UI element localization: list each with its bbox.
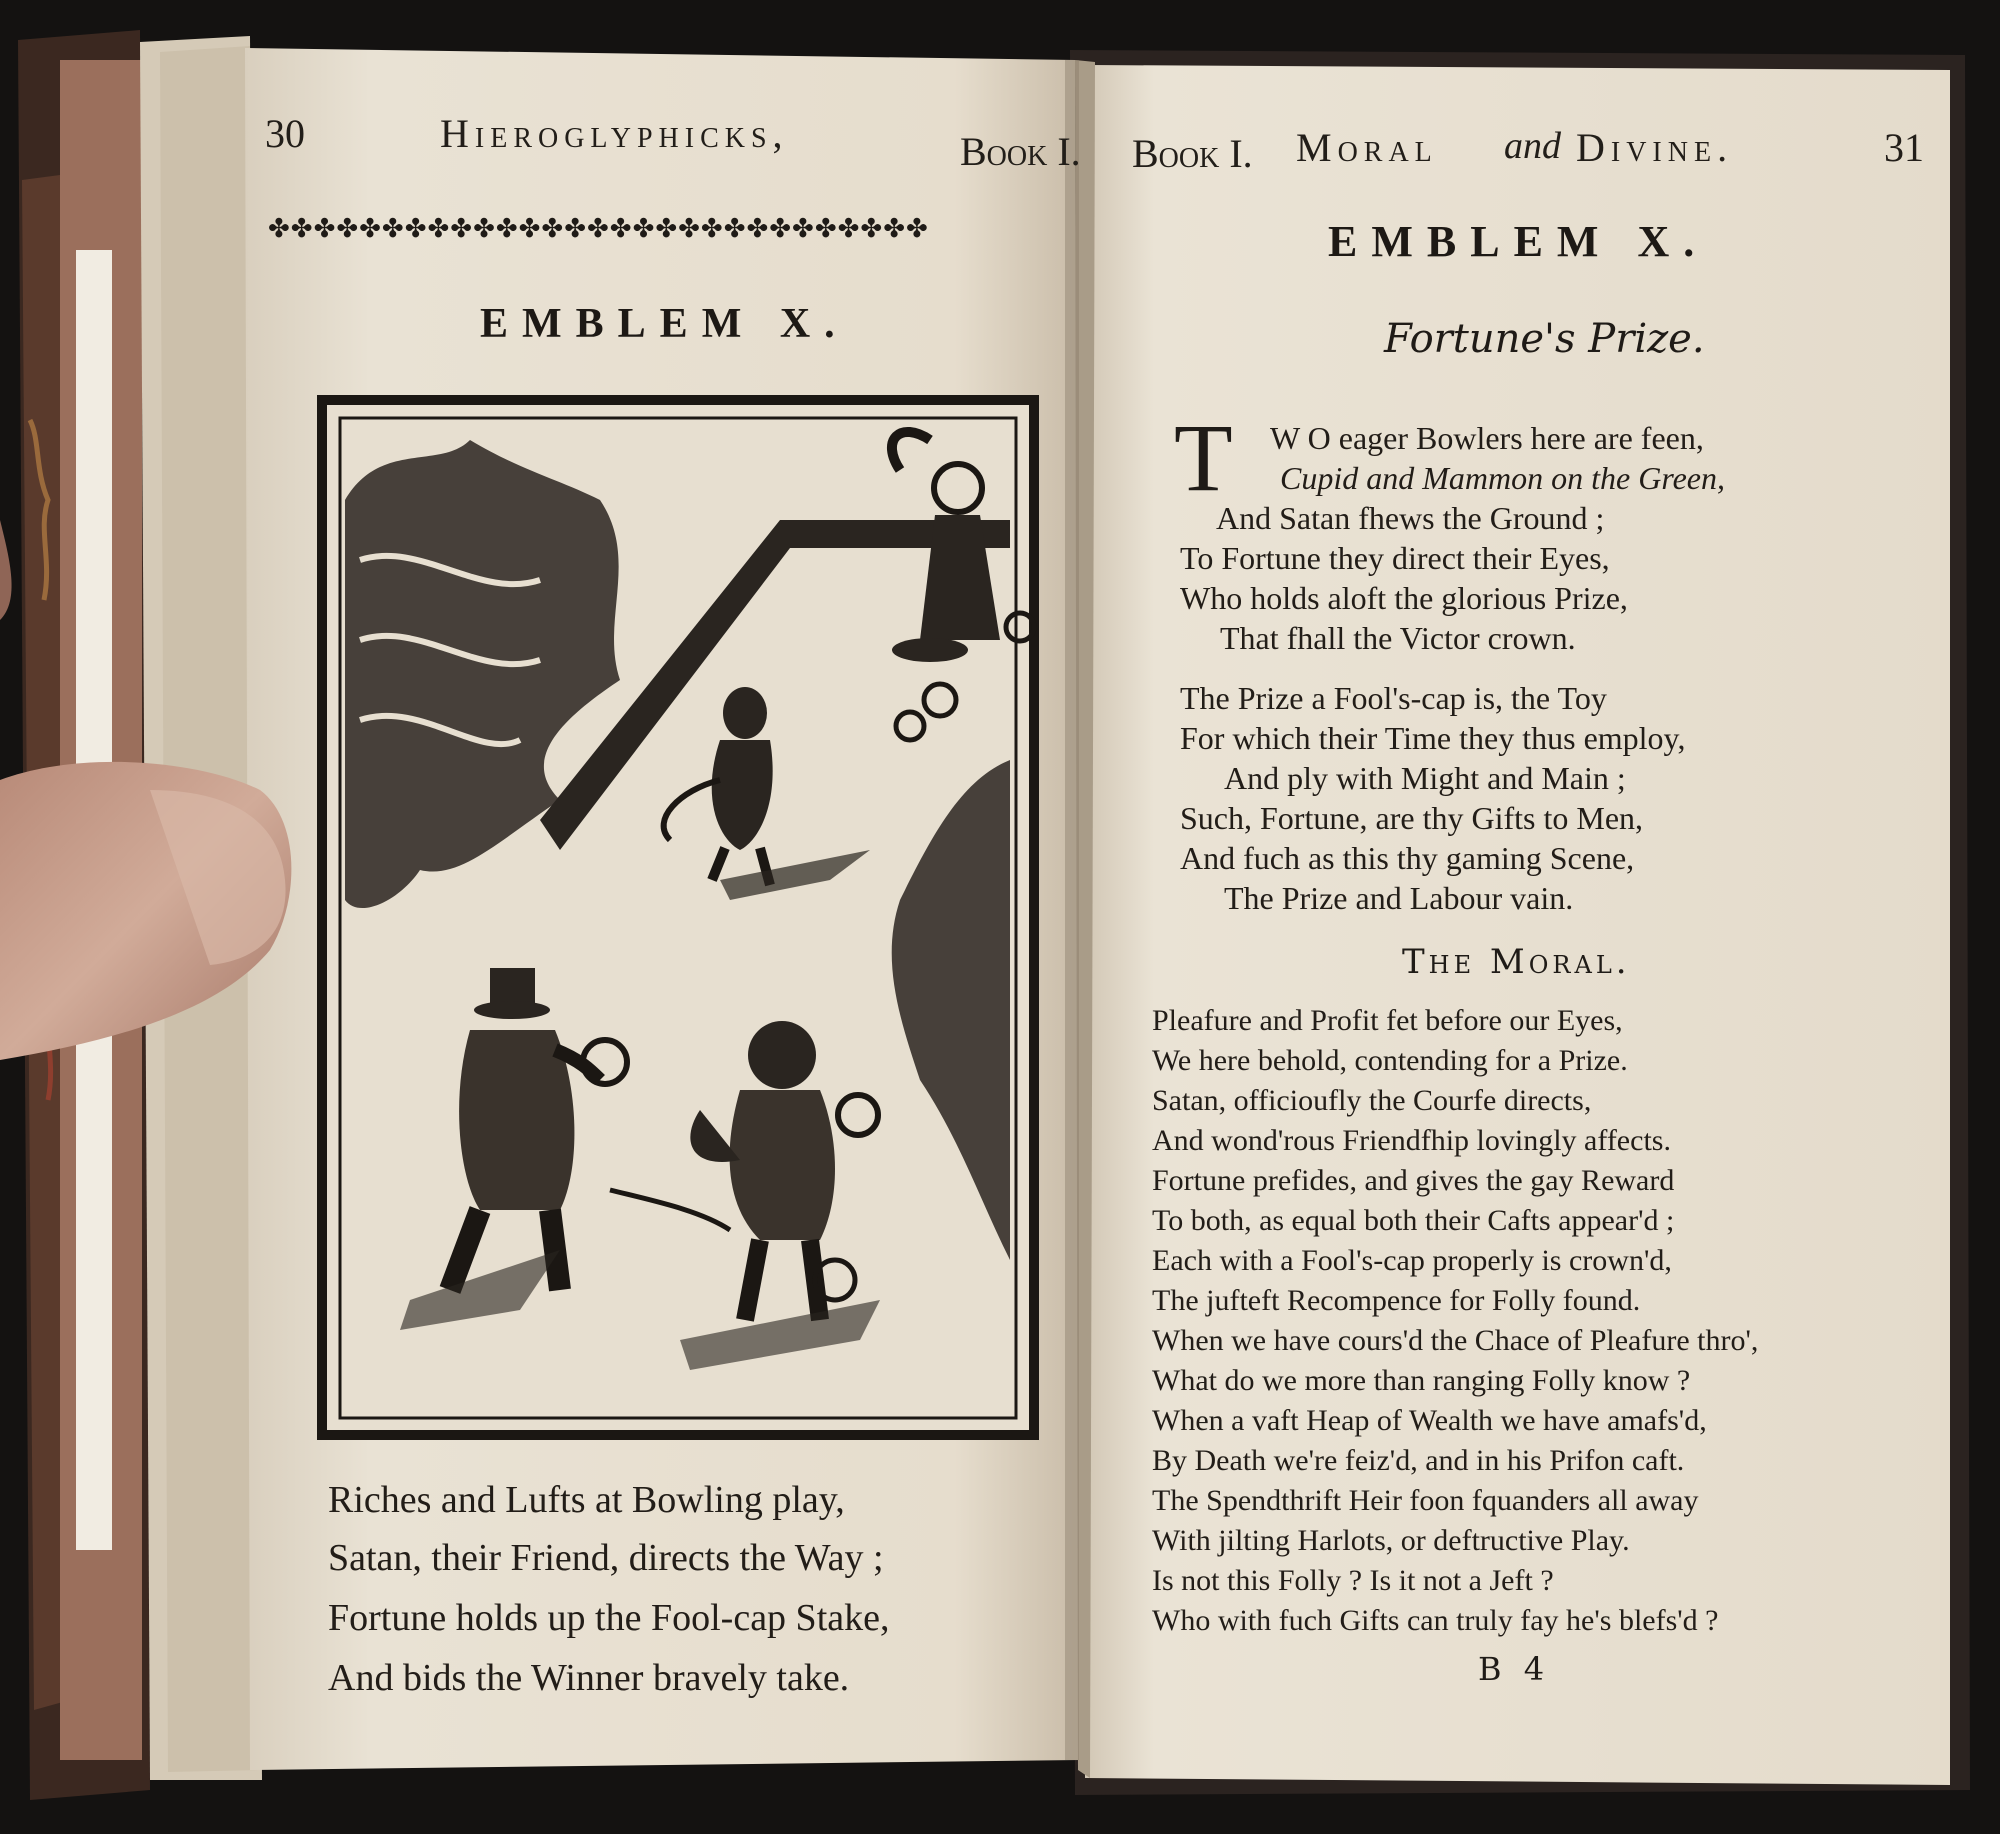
stanza-line: The Prize a Fool's-cap is, the Toy (1180, 680, 1607, 716)
right-running-head-2: Divine. (1576, 125, 1734, 170)
moral-line: Pleafure and Profit fet before our Eyes, (1152, 1004, 1623, 1037)
stanza-line: And fuch as this thy gaming Scene, (1180, 840, 1635, 876)
moral-heading: The Moral. (1402, 942, 1631, 982)
moral-line: And wond'rous Friendfhip lovingly affects. (1152, 1124, 1671, 1157)
moral-line: The jufteft Recompence for Folly found. (1152, 1284, 1641, 1317)
caption-line: And bids the Winner bravely take. (328, 1657, 850, 1699)
right-running-head-1: Moral (1296, 125, 1438, 170)
stanza-line: That fhall the Victor crown. (1220, 620, 1576, 656)
stanza-line: For which their Time they thus employ, (1180, 720, 1686, 756)
moral-line: The Spendthrift Heir foon fquanders all away (1152, 1484, 1699, 1517)
moral-line: What do we more than ranging Folly know ? (1152, 1364, 1691, 1397)
right-page-number: 31 (1884, 125, 1924, 170)
ornament-divider: ✤✤✤✤✤✤✤✤✤✤✤✤✤✤✤✤✤✤✤✤✤✤✤✤✤✤✤✤✤ (268, 214, 929, 244)
stanza-line: Who holds aloft the glorious Prize, (1180, 580, 1628, 616)
stanza-line: To Fortune they direct their Eyes, (1180, 540, 1610, 576)
moral-line: We here behold, contending for a Prize. (1152, 1044, 1628, 1077)
left-book-label: Book I. (960, 129, 1081, 174)
left-running-head: Hieroglyphicks, (440, 111, 789, 156)
moral-line: Satan, officioufly the Courfe directs, (1152, 1084, 1592, 1117)
stanza-line: And Satan fhews the Ground ; (1216, 500, 1605, 536)
left-page-number: 30 (265, 111, 305, 156)
drop-cap: T (1174, 404, 1233, 511)
right-subtitle: Fortune's Prize. (1384, 316, 1705, 362)
moral-line: Is not this Folly ? Is it not a Jeft ? (1152, 1564, 1554, 1597)
stanza-line: And ply with Might and Main ; (1224, 760, 1626, 796)
caption-line: Riches and Lufts at Bowling play, (328, 1479, 845, 1521)
moral-line: Each with a Fool's-cap properly is crown'd, (1152, 1244, 1672, 1277)
right-running-head-and: and (1504, 125, 1561, 167)
caption-line: Satan, their Friend, directs the Way ; (328, 1537, 884, 1579)
moral-line: Who with fuch Gifts can truly fay he's blefs'd ? (1152, 1604, 1719, 1637)
caption-line: Fortune holds up the Fool-cap Stake, (328, 1597, 890, 1639)
stanza-line: Cupid and Mammon on the Green, (1280, 460, 1725, 496)
woodcut-illustration (322, 400, 1034, 1435)
left-emblem-title: EMBLEM X. (480, 301, 849, 347)
stanza-line: Such, Fortune, are thy Gifts to Men, (1180, 800, 1644, 836)
right-book-label: Book I. (1132, 131, 1253, 176)
signature-mark: B 4 (1478, 1650, 1551, 1688)
moral-line: Fortune prefides, and gives the gay Reward (1152, 1164, 1675, 1197)
stanza-line: The Prize and Labour vain. (1224, 880, 1574, 916)
moral-line: By Death we're feiz'd, and in his Prifon caft. (1152, 1444, 1685, 1477)
right-emblem-title: EMBLEM X. (1328, 217, 1709, 266)
moral-line: With jilting Harlots, or deftructive Play. (1152, 1524, 1630, 1557)
stanza-line: W O eager Bowlers here are feen, (1270, 420, 1704, 456)
moral-line: When we have cours'd the Chace of Pleafure thro', (1152, 1324, 1759, 1357)
moral-line: When a vaft Heap of Wealth we have amafs'd, (1152, 1404, 1707, 1437)
moral-line: To both, as equal both their Cafts appear'd ; (1152, 1204, 1675, 1237)
